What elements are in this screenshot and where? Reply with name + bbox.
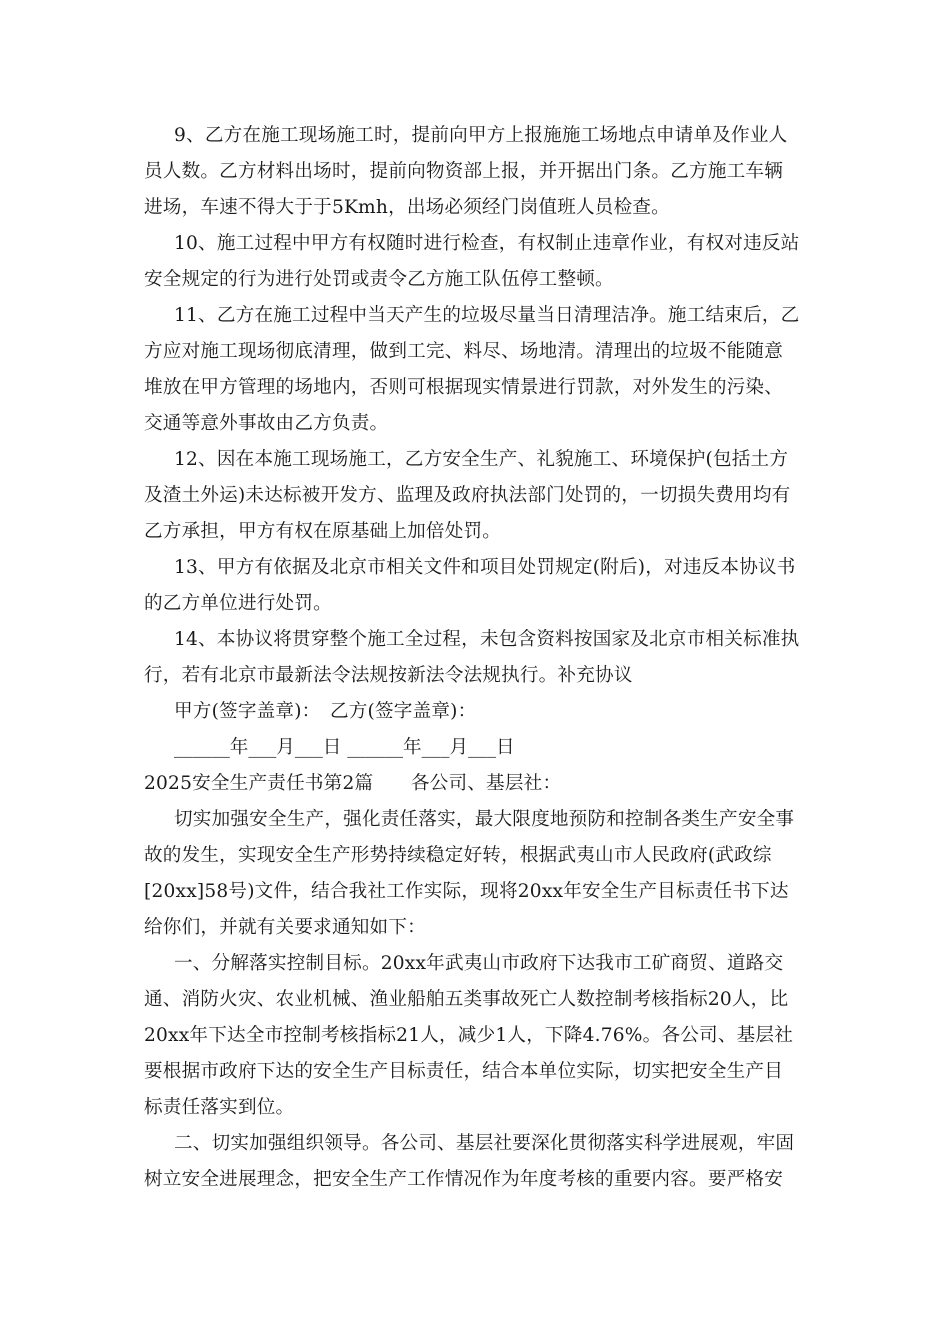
intro-line-1: 切实加强安全生产，强化责任落实，最大限度地预防和控制各类生产安全事 [174, 809, 795, 830]
paragraph-10-line-2: 安全规定的行为进行处罚或责令乙方施工队伍停工整顿。 [144, 269, 614, 290]
intro-line-2: 故的发生，实现安全生产形势持续稳定好转，根据武夷山市人民政府(武政综 [144, 845, 772, 866]
item-1-line-4: 要根据市政府下达的安全生产目标责任，结合本单位实际，切实把安全生产目 [144, 1061, 783, 1082]
signature-line: 甲方(签字盖章)： 乙方(签字盖章)： [174, 701, 477, 722]
intro-line-4: 给你们，并就有关要求通知如下： [144, 917, 426, 938]
paragraph-9-line-1: 9、乙方在施工现场施工时，提前向甲方上报施施工场地点申请单及作业人 [174, 125, 788, 146]
item-1-line-2: 通、消防火灾、农业机械、渔业船舶五类事故死亡人数控制考核指标20人，比 [144, 989, 789, 1010]
paragraph-10-line-1: 10、施工过程中甲方有权随时进行检查，有权制止违章作业，有权对违反站 [174, 233, 800, 254]
paragraph-11-line-3: 堆放在甲方管理的场地内，否则可根据现实情景进行罚款，对外发生的污染、 [144, 377, 783, 398]
item-1-line-5: 标责任落实到位。 [144, 1097, 295, 1118]
paragraph-9-line-3: 进场，车速不得大于于5Kmh，出场必须经门岗值班人员检查。 [144, 197, 670, 218]
item-2-line-2: 树立安全进展理念，把安全生产工作情况作为年度考核的重要内容。要严格安 [144, 1169, 783, 1190]
paragraph-11-line-1: 11、乙方在施工过程中当天产生的垃圾尽量当日清理洁净。施工结束后，乙 [174, 305, 800, 326]
paragraph-13-line-2: 的乙方单位进行处罚。 [144, 593, 332, 614]
paragraph-12-line-1: 12、因在本施工现场施工，乙方安全生产、礼貌施工、环境保护(包括土方 [174, 449, 789, 470]
paragraph-9-line-2: 员人数。乙方材料出场时，提前向物资部上报，并开据出门条。乙方施工车辆 [144, 161, 783, 182]
paragraph-13-line-1: 13、甲方有依据及北京市相关文件和项目处罚规定(附后)，对违反本协议书 [174, 557, 796, 578]
paragraph-11-line-2: 方应对施工现场彻底清理，做到工完、料尽、场地清。清理出的垃圾不能随意 [144, 341, 783, 362]
paragraph-14-line-2: 行，若有北京市最新法令法规按新法令法规执行。补充协议 [144, 665, 633, 686]
paragraph-14-line-1: 14、本协议将贯穿整个施工全过程，未包含资料按国家及北京市相关标准执 [174, 629, 800, 650]
item-1-line-3: 20xx年下达全市控制考核指标21人，减少1人，下降4.76%。各公司、基层社 [144, 1025, 794, 1046]
paragraph-12-line-3: 乙方承担，甲方有权在原基础上加倍处罚。 [144, 521, 502, 542]
date-line: ______年___月___日 ______年___月___日 [174, 737, 515, 758]
intro-line-3: [20xx]58号)文件，结合我社工作实际，现将20xx年安全生产目标责任书下达 [144, 881, 789, 902]
item-1-line-1: 一、分解落实控制目标。20xx年武夷山市政府下达我市工矿商贸、道路交 [174, 953, 784, 974]
item-2-line-1: 二、切实加强组织领导。各公司、基层社要深化贯彻落实科学进展观，牢固 [174, 1133, 795, 1154]
section-heading: 2025安全生产责任书第2篇 各公司、基层社： [144, 773, 562, 794]
paragraph-12-line-2: 及渣土外运)未达标被开发方、监理及政府执法部门处罚的，一切损失费用均有 [144, 485, 791, 506]
paragraph-11-line-4: 交通等意外事故由乙方负责。 [144, 413, 389, 434]
